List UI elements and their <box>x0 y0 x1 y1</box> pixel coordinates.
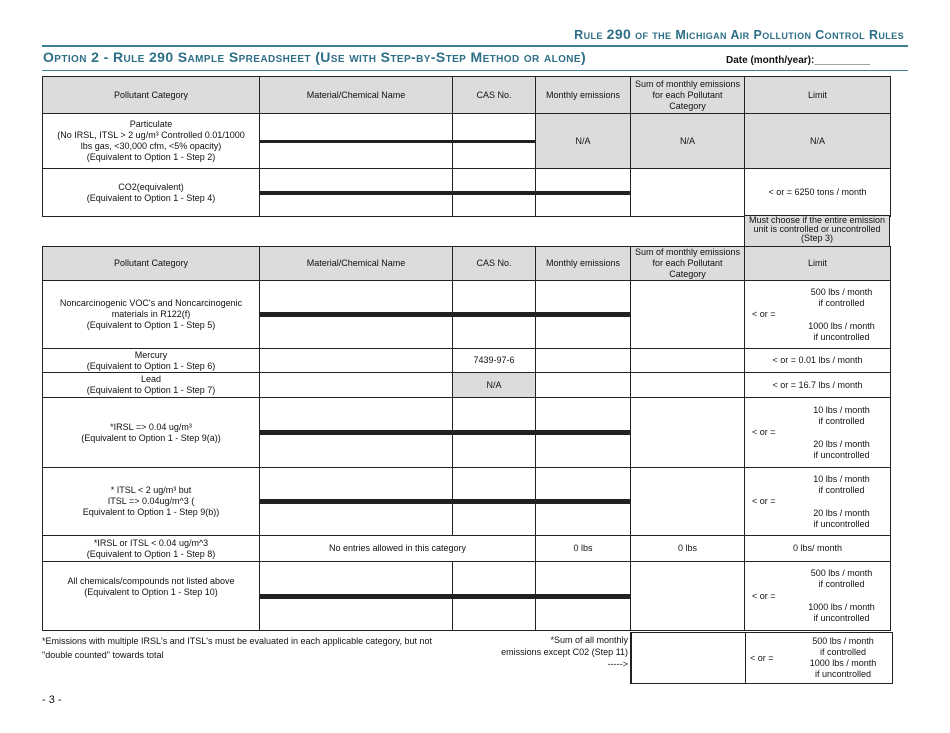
category-particulate: Particulate (No IRSL, ITSL > 2 ug/m³ Controlled 0.01/1000 lbs gas, <30,000 cfm, <5% opacity) (Equivalent to Option 1 - Step 2) <box>43 114 260 169</box>
sum-value: 0 lbs <box>631 536 745 562</box>
col-header-sum: Sum of monthly emissions for each Pollutant Category <box>631 77 745 114</box>
material-input-cell[interactable] <box>260 373 453 398</box>
col-header-cas: CAS No. <box>453 247 536 281</box>
monthly-input-cells[interactable] <box>536 169 631 217</box>
cas-value: 7439-97-6 <box>453 349 536 373</box>
limit-cell: < or = 500 lbs / month if controlled 1000 lbs / month if uncontrolled <box>745 562 891 631</box>
limit-value: < or = 6250 tons / month <box>745 169 891 217</box>
total-sum-input[interactable] <box>632 633 746 683</box>
limit-value: N/A <box>745 114 891 169</box>
col-header-limit: Limit <box>745 77 891 114</box>
total-limit-cell: < or = 500 lbs / month if controlled 1000 lbs / month if uncontrolled <box>750 636 877 679</box>
monthly-value: N/A <box>536 114 631 169</box>
table-toxics <box>42 246 891 631</box>
cas-input-cells[interactable] <box>453 169 536 217</box>
material-input-cells[interactable] <box>260 398 453 468</box>
category-co2: CO2(equivalent) (Equivalent to Option 1 - Step 4) <box>43 169 260 217</box>
cas-input-cells[interactable] <box>453 468 536 536</box>
col-header-sum: Sum of monthly emissions for each Pollutant Category <box>631 247 745 281</box>
material-input-cells[interactable] <box>260 114 453 169</box>
col-header-material: Material/Chemical Name <box>260 77 453 114</box>
limit-cell: < or = 10 lbs / month if controlled 20 lbs / month if uncontrolled <box>745 398 891 468</box>
cas-input-cells[interactable] <box>453 114 536 169</box>
col-header-material: Material/Chemical Name <box>260 247 453 281</box>
document-header: Rule 290 of the Michigan Air Pollution Control Rules <box>574 26 904 42</box>
category-all-others: All chemicals/compounds not listed above (Equivalent to Option 1 - Step 10) <box>43 562 260 631</box>
col-header-cas: CAS No. <box>453 77 536 114</box>
limit-cell: < or = 10 lbs / month if controlled 20 lbs / month if uncontrolled <box>745 468 891 536</box>
category-lead: Lead (Equivalent to Option 1 - Step 7) <box>43 373 260 398</box>
monthly-input-cells[interactable] <box>536 398 631 468</box>
sum-input-cell[interactable] <box>631 468 745 536</box>
col-header-limit: Limit <box>745 247 891 281</box>
category-noncarcinogenic: Noncarcinogenic VOC's and Noncarcinogenic materials in R122(f) (Equivalent to Option 1 - Step 5) <box>43 281 260 349</box>
footnote: *Emissions with multiple IRSL's and ITSL's must be evaluated in each applicable category, but not "double counted" towards total <box>42 636 432 660</box>
page-number: - 3 - <box>42 694 62 706</box>
limit-value: 0 lbs/ month <box>745 536 891 562</box>
material-input-cells[interactable] <box>260 468 453 536</box>
monthly-input-cell[interactable] <box>536 373 631 398</box>
material-input-cell[interactable] <box>260 349 453 373</box>
limit-value: < or = 16.7 lbs / month <box>745 373 891 398</box>
material-input-cells[interactable] <box>260 281 453 349</box>
col-header-category: Pollutant Category <box>43 247 260 281</box>
category-low-threshold: *IRSL or ITSL < 0.04 ug/m^3 (Equivalent to Option 1 - Step 8) <box>43 536 260 562</box>
cas-input-cells[interactable] <box>453 562 536 631</box>
monthly-input-cells[interactable] <box>536 281 631 349</box>
sum-input-cell[interactable] <box>631 373 745 398</box>
must-choose-note: Must choose if the entire emission unit is controlled or uncontrolled (Step 3) <box>744 215 890 247</box>
no-entries-note: No entries allowed in this category <box>260 536 536 562</box>
date-field[interactable]: Date (month/year):__________ <box>726 55 870 66</box>
limit-value: < or = 0.01 lbs / month <box>745 349 891 373</box>
limit-cell: < or = 500 lbs / month if controlled 1000 lbs / month if uncontrolled <box>745 281 891 349</box>
category-mercury: Mercury (Equivalent to Option 1 - Step 6) <box>43 349 260 373</box>
sum-input-cell[interactable] <box>631 281 745 349</box>
total-sum-box <box>630 632 893 684</box>
page-title: Option 2 - Rule 290 Sample Spreadsheet (Use with Step-by-Step Method or alone) <box>43 49 587 65</box>
table-particulate-co2 <box>42 76 891 217</box>
title-underline <box>42 70 908 71</box>
cas-input-cells[interactable] <box>453 398 536 468</box>
monthly-value: 0 lbs <box>536 536 631 562</box>
col-header-monthly: Monthly emissions <box>536 77 631 114</box>
material-input-cells[interactable] <box>260 562 453 631</box>
cas-value: N/A <box>453 373 536 398</box>
sum-value: N/A <box>631 114 745 169</box>
sum-input-cell[interactable] <box>631 349 745 373</box>
monthly-input-cells[interactable] <box>536 562 631 631</box>
material-input-cells[interactable] <box>260 169 453 217</box>
col-header-category: Pollutant Category <box>43 77 260 114</box>
category-irsl: *IRSL => 0.04 ug/m³ (Equivalent to Option 1 - Step 9(a)) <box>43 398 260 468</box>
col-header-monthly: Monthly emissions <box>536 247 631 281</box>
header-rule-line <box>42 45 908 47</box>
sum-input-cell[interactable] <box>631 169 745 217</box>
sum-input-cell[interactable] <box>631 562 745 631</box>
monthly-input-cell[interactable] <box>536 349 631 373</box>
sum-note: *Sum of all monthly emissions except C02 (Step 11) -----> <box>501 635 628 669</box>
sum-input-cell[interactable] <box>631 398 745 468</box>
category-itsl: * ITSL < 2 ug/m³ but ITSL => 0.04ug/m^3 ( Equivalent to Option 1 - Step 9(b)) <box>43 468 260 536</box>
monthly-input-cells[interactable] <box>536 468 631 536</box>
cas-input-cells[interactable] <box>453 281 536 349</box>
